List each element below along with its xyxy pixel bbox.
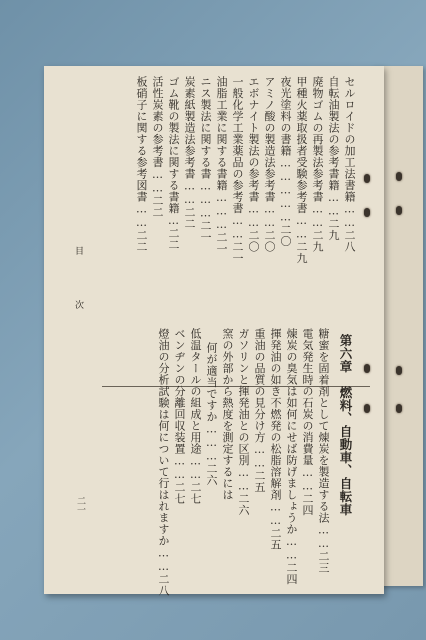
toc-entry: ベンヂンの分離回収装置……二七 bbox=[173, 328, 186, 505]
toc-entry: 活性炭素の参考書……二二 bbox=[151, 76, 164, 218]
toc-entry: 重油の品質の見分け方……二五 bbox=[253, 328, 266, 493]
toc-entry: 何が適当ですか………二六 bbox=[205, 342, 218, 486]
toc-entry: ガソリンと揮発油との区別……二六 bbox=[237, 328, 250, 516]
toc-entry: 自転油製法の参考書籍……二九 bbox=[327, 76, 340, 241]
toc-entry: 板硝子に関する参考図書……二二 bbox=[135, 76, 148, 253]
toc-entry: 一般化学工業薬品の参考書……二一 bbox=[231, 76, 244, 264]
toc-entry: セルロイドの加工法書籍……二八 bbox=[343, 76, 356, 253]
chapter-heading: 第六章 燃料、自動車、自転車 bbox=[338, 334, 353, 516]
binding-hole bbox=[396, 366, 402, 375]
toc-entry: 夜光塗料の書籍……………二〇 bbox=[279, 76, 292, 247]
binding-hole bbox=[364, 174, 370, 183]
toc-entry: 揮発油の如き不燃発の松脂溶解剤……二五 bbox=[269, 328, 282, 551]
toc-entry: 甲種火薬取扱者受験参考書……二九 bbox=[295, 76, 308, 264]
page-number: 二一 bbox=[75, 496, 85, 514]
toc-entry: 電気発生時の石炭の消費量……二四 bbox=[301, 328, 314, 516]
binding-hole bbox=[364, 364, 370, 373]
running-header: 目 次 bbox=[73, 246, 83, 327]
toc-entry: ゴム靴の製法に関する書籍…二二 bbox=[167, 76, 180, 251]
binding-hole bbox=[364, 404, 370, 413]
toc-entry: ニス製法に関する書………二一 bbox=[199, 76, 212, 243]
toc-entry: 廃物ゴムの再製法参考書……二九 bbox=[311, 76, 324, 253]
toc-entry: 燈油の分析試験は何について行はれますか……二八 bbox=[157, 328, 170, 597]
toc-entry: アミノ酸の製造法参考書……二〇 bbox=[263, 76, 276, 253]
toc-entry: 炭素紙製造法参考書……二二 bbox=[183, 76, 196, 230]
binding-hole bbox=[364, 208, 370, 217]
binding-hole bbox=[396, 206, 402, 215]
binding-hole bbox=[396, 404, 402, 413]
toc-entry: 低温タールの組成と用途……二七 bbox=[189, 328, 202, 505]
toc-entry: 糖蜜を固着剤として煉炭を製造する法……二三 bbox=[317, 328, 330, 574]
toc-entry: 窯の外部から熱度を測定するには bbox=[221, 328, 234, 501]
toc-entry: 煉炭の臭気は如何にせば防げましょうか……二四 bbox=[285, 328, 298, 585]
binding-hole bbox=[396, 172, 402, 181]
toc-entry: 油脂工業に関する書籍………二一 bbox=[215, 76, 228, 255]
toc-entry: エボナイト製法の参考書……二〇 bbox=[247, 76, 260, 253]
book-page bbox=[44, 66, 384, 597]
